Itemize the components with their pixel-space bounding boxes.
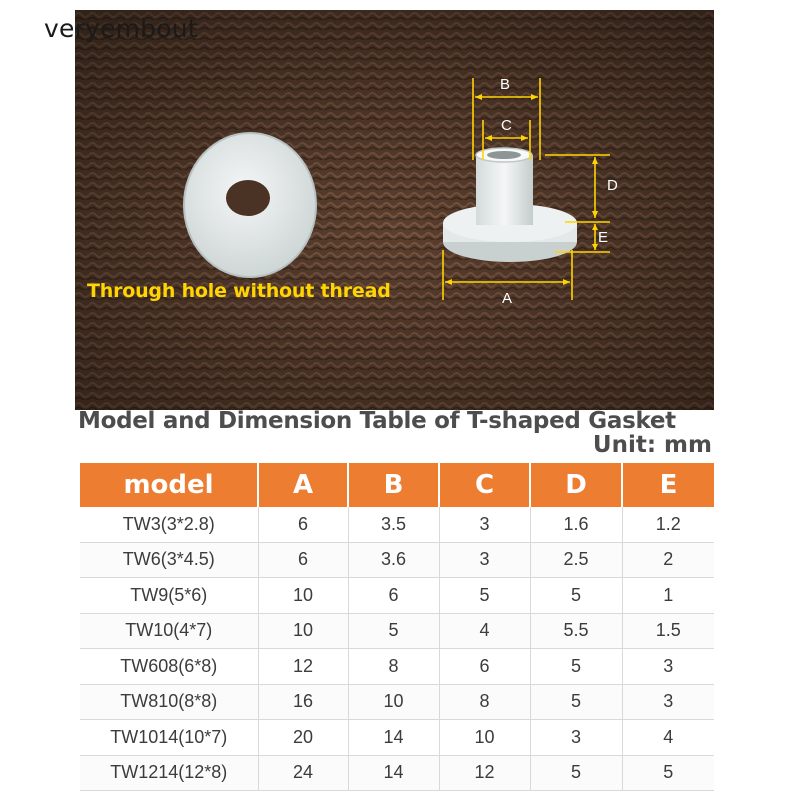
cell-d: 5 xyxy=(530,684,622,720)
cell-e: 1 xyxy=(622,578,714,614)
cell-e: 1.2 xyxy=(622,507,714,542)
watermark-text: veryembout xyxy=(44,14,198,43)
cell-model: TW10(4*7) xyxy=(80,613,258,649)
dim-label-d: D xyxy=(607,177,618,194)
cell-a: 6 xyxy=(258,542,348,578)
cell-a: 10 xyxy=(258,613,348,649)
cell-model: TW810(8*8) xyxy=(80,684,258,720)
header-c: C xyxy=(439,463,530,507)
table-row xyxy=(80,578,714,614)
table-header-row xyxy=(80,463,714,507)
cell-c: 3 xyxy=(439,507,530,542)
table-row xyxy=(80,507,714,542)
table-row xyxy=(80,542,714,578)
cell-model: TW608(6*8) xyxy=(80,649,258,685)
table-row xyxy=(80,755,714,791)
table-unit: Unit: mm xyxy=(592,432,712,458)
cell-c: 4 xyxy=(439,613,530,649)
cell-a: 20 xyxy=(258,720,348,756)
dim-label-e: E xyxy=(598,229,609,246)
cell-b: 3.5 xyxy=(348,507,439,542)
table-row xyxy=(80,684,714,720)
table-row xyxy=(80,613,714,649)
cell-c: 3 xyxy=(439,542,530,578)
cell-d: 5.5 xyxy=(530,613,622,649)
cell-b: 14 xyxy=(348,720,439,756)
cell-d: 2.5 xyxy=(530,542,622,578)
cell-model: TW3(3*2.8) xyxy=(80,507,258,542)
dim-label-c: C xyxy=(501,117,512,134)
cell-d: 1.6 xyxy=(530,507,622,542)
dim-label-b: B xyxy=(500,76,511,93)
table-row xyxy=(80,649,714,685)
cell-a: 24 xyxy=(258,755,348,791)
cell-model: TW1214(12*8) xyxy=(80,755,258,791)
flat-washer xyxy=(184,133,316,277)
cell-d: 5 xyxy=(530,649,622,685)
cell-b: 14 xyxy=(348,755,439,791)
product-photo xyxy=(75,10,714,410)
header-a: A xyxy=(258,463,348,507)
cell-model: TW9(5*6) xyxy=(80,578,258,614)
cell-d: 5 xyxy=(530,755,622,791)
cell-e: 4 xyxy=(622,720,714,756)
table-body xyxy=(80,507,714,791)
cell-model: TW6(3*4.5) xyxy=(80,542,258,578)
dimension-table xyxy=(80,463,714,791)
cell-c: 10 xyxy=(439,720,530,756)
photo-caption: Through hole without thread xyxy=(87,280,391,302)
cell-a: 12 xyxy=(258,649,348,685)
cell-model: TW1014(10*7) xyxy=(80,720,258,756)
table-row xyxy=(80,720,714,756)
cell-c: 5 xyxy=(439,578,530,614)
cell-c: 12 xyxy=(439,755,530,791)
cell-b: 3.6 xyxy=(348,542,439,578)
cell-a: 16 xyxy=(258,684,348,720)
cell-b: 5 xyxy=(348,613,439,649)
cell-e: 5 xyxy=(622,755,714,791)
cell-e: 3 xyxy=(622,649,714,685)
header-model: model xyxy=(80,463,258,507)
cell-d: 3 xyxy=(530,720,622,756)
header-d: D xyxy=(530,463,622,507)
cell-b: 10 xyxy=(348,684,439,720)
table-title: Model and Dimension Table of T-shaped Gasket xyxy=(78,408,676,434)
header-e: E xyxy=(622,463,714,507)
gasket-illustration xyxy=(75,10,714,410)
cell-b: 6 xyxy=(348,578,439,614)
cell-c: 6 xyxy=(439,649,530,685)
dim-label-a: A xyxy=(502,290,513,307)
cell-c: 8 xyxy=(439,684,530,720)
cell-e: 1.5 xyxy=(622,613,714,649)
cell-b: 8 xyxy=(348,649,439,685)
header-b: B xyxy=(348,463,439,507)
cell-e: 3 xyxy=(622,684,714,720)
cell-a: 6 xyxy=(258,507,348,542)
cell-e: 2 xyxy=(622,542,714,578)
cell-d: 5 xyxy=(530,578,622,614)
cell-a: 10 xyxy=(258,578,348,614)
